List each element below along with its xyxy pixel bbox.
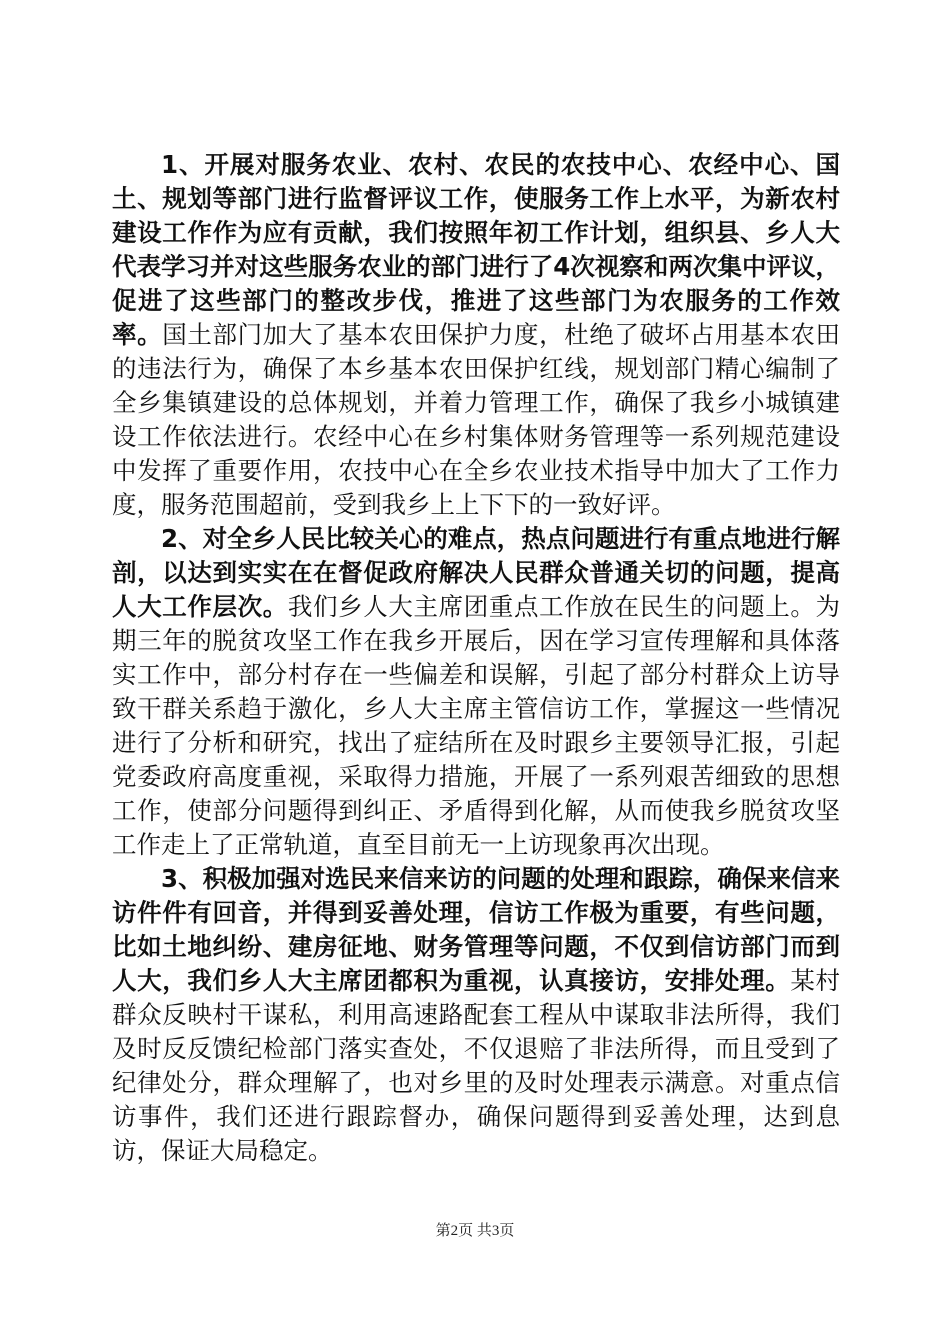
page-number-footer: 第2页 共3页 xyxy=(435,1223,515,1239)
paragraph-3-body: 某村群众反映村干谋私，利用高速路配套工程从中谋取非法所得，我们及时反反馈纪检部门落实查处，不仅退赔了非法所得，而且受到了纪律处分，群众理解了，也对乡里的及时处理表示满意。对重点信访事件，我们还进行跟踪督办，确保问题得到妥善处理，达到息访，保证大局稳定。 xyxy=(112,966,840,1165)
paragraph-3 xyxy=(112,862,840,1168)
paragraph-1 xyxy=(112,148,840,522)
paragraph-3-lead: 3、积极加强对选民来信来访的问题的处理和跟踪，确保来信来访件件有回音，并得到妥善处理，信访工作极为重要，有些问题，比如土地纠纷、建房征地、财务管理等问题，不仅到信访部门而到人大，我们乡人大主席团都积为重视，认真接访，安排处理。 xyxy=(112,864,840,995)
paragraph-1-lead: 1、开展对服务农业、农村、农民的农技中心、农经中心、国土、规划等部门进行监督评议工作，使服务工作上水平，为新农村建设工作作为应有贡献，我们按照年初工作计划，组织县、乡人大代表学习并对这些服务农业的部门进行了4次视察和两次集中评议，促进了这些部门的整改步伐，推进了这些部门为农服务的工作效率。 xyxy=(112,150,840,349)
document-body xyxy=(112,148,840,1168)
paragraph-2-lead: 2、对全乡人民比较关心的难点，热点问题进行有重点地进行解剖，以达到实实在在督促政府解决人民群众普通关切的问题，提高人大工作层次。 xyxy=(112,524,840,621)
paragraph-2 xyxy=(112,522,840,862)
paragraph-1-body: 国土部门加大了基本农田保护力度，杜绝了破坏占用基本农田的违法行为，确保了本乡基本农田保护红线，规划部门精心编制了全乡集镇建设的总体规划，并着力管理工作，确保了我乡小城镇建设工作依法进行。农经中心在乡村集体财务管理等一系列规范建设中发挥了重要作用，农技中心在全乡农业技术指导中加大了工作力度，服务范围超前，受到我乡上上下下的一致好评。 xyxy=(112,320,840,519)
paragraph-2-body: 我们乡人大主席团重点工作放在民生的问题上。为期三年的脱贫攻坚工作在我乡开展后，因在学习宣传理解和具体落实工作中，部分村存在一些偏差和误解，引起了部分村群众上访导致干群关系趋于激化，乡人大主席主管信访工作，掌握这一些情况进行了分析和研究，找出了症结所在及时跟乡主要领导汇报，引起党委政府高度重视，采取得力措施，开展了一系列艰苦细致的思想工作，使部分问题得到纠正、矛盾得到化解，从而使我乡脱贫攻坚工作走上了正常轨道，直至目前无一上访现象再次出现。 xyxy=(112,592,840,859)
